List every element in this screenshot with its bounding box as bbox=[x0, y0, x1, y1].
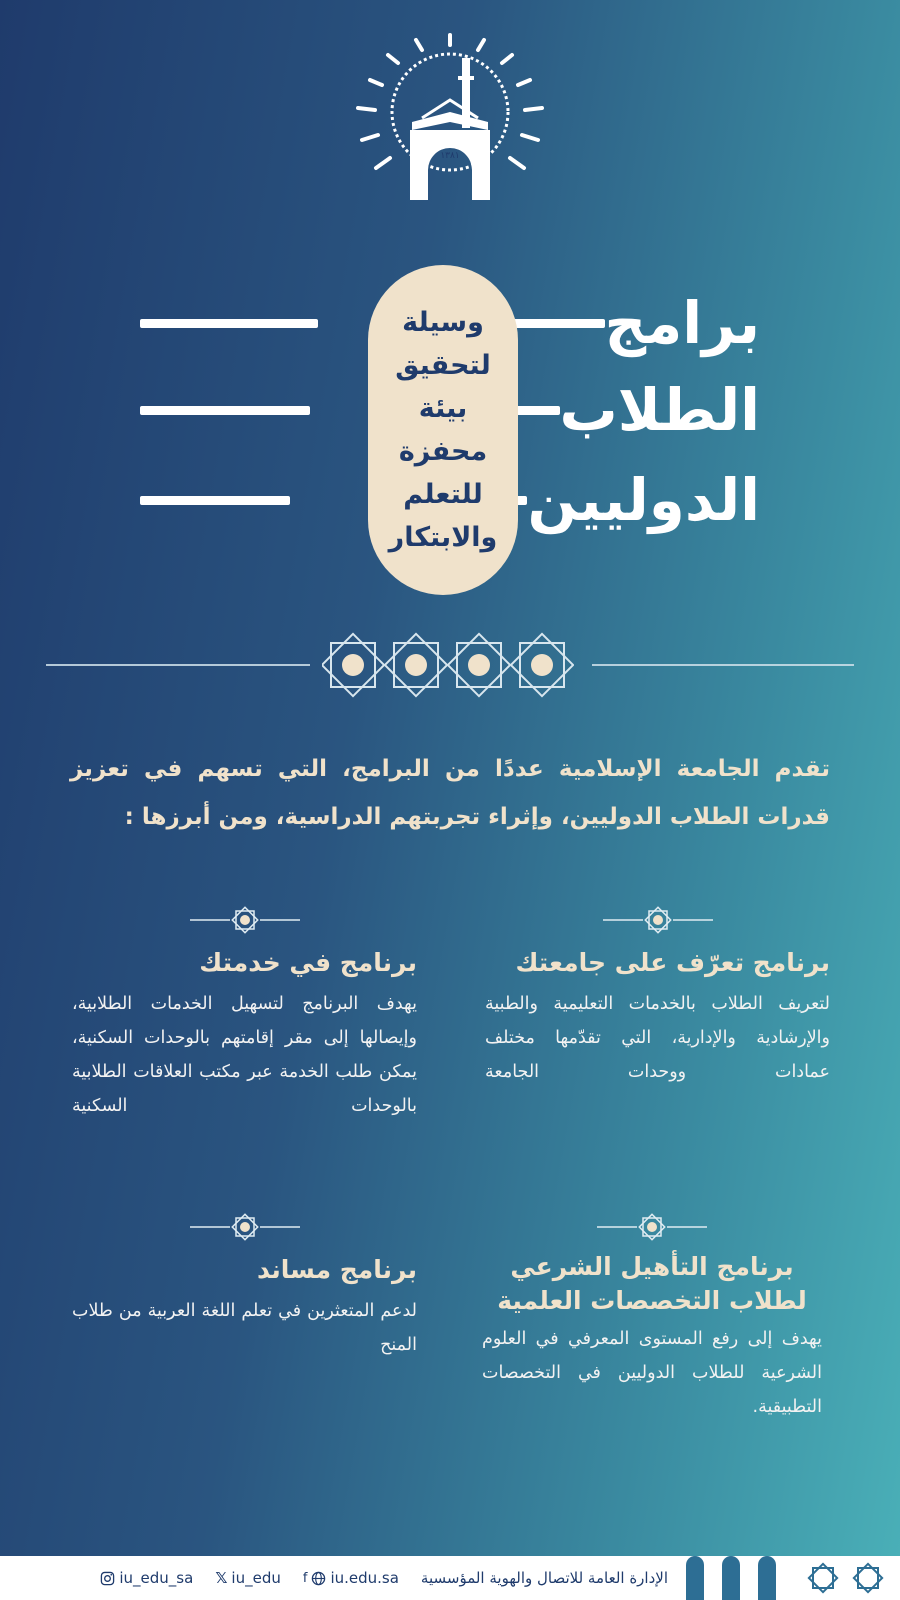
title-word-3: الدوليين bbox=[527, 466, 760, 534]
facebook-icon: f bbox=[302, 1570, 308, 1586]
star-icon bbox=[806, 1561, 840, 1595]
divider-right bbox=[592, 664, 854, 666]
program-card bbox=[485, 905, 830, 1089]
program-title: برنامج تعرّف على جامعتك bbox=[515, 948, 830, 977]
footer-x-link[interactable]: 𝕏 iu_edu bbox=[215, 1569, 281, 1587]
tagline-line: والابتكار bbox=[388, 522, 498, 553]
ornament-icon bbox=[190, 1212, 300, 1242]
footer-bars bbox=[686, 1556, 776, 1600]
program-body: يهدف البرنامج لتسهيل الخدمات الطلابية، وإيصالها إلى مقر إقامتهم بالوحدات السكنية، يمكن طلب الخدمة عبر مكتب العلاقات الطلابية بالوحدات السكنية bbox=[72, 994, 417, 1116]
program-card bbox=[482, 1212, 822, 1424]
footer-department: الإدارة العامة للاتصال والهوية المؤسسية bbox=[420, 1569, 668, 1587]
globe-icon bbox=[311, 1571, 326, 1586]
ornament-icon bbox=[603, 905, 713, 935]
tagline-line: لتحقيق bbox=[395, 350, 491, 381]
ornament-icon bbox=[597, 1212, 707, 1242]
program-title: برنامج في خدمتك bbox=[199, 948, 417, 977]
program-body: يهدف إلى رفع المستوى المعرفي في العلوم الشرعية للطلاب الدوليين في التخصصات التطبيقية. bbox=[482, 1329, 822, 1417]
title-word-2: الطلاب bbox=[559, 376, 760, 444]
footer-bar bbox=[0, 1556, 900, 1600]
tagline-pill bbox=[368, 265, 518, 595]
svg-text:١٣٨١: ١٣٨١ bbox=[440, 151, 460, 161]
divider-left bbox=[46, 664, 310, 666]
star-icon bbox=[851, 1561, 885, 1595]
x-icon: 𝕏 bbox=[215, 1569, 228, 1587]
footer-website-link[interactable]: f iu.edu.sa bbox=[302, 1569, 399, 1587]
intro-paragraph: تقدم الجامعة الإسلامية عددًا من البرامج، التي تسهم في تعزيز قدرات الطلاب الدوليين، وإثراء تجربتهم الدراسية، ومن أبرزها : bbox=[70, 756, 830, 830]
ornament-icon bbox=[190, 905, 300, 935]
tagline-line: وسيلة bbox=[402, 307, 484, 338]
star-ornament-row bbox=[322, 630, 574, 700]
program-title: برنامج مساند bbox=[256, 1255, 417, 1284]
tagline-line: للتعلم bbox=[403, 479, 483, 510]
program-body: لدعم المتعثرين في تعلم اللغة العربية من طلاب المنح bbox=[72, 1301, 417, 1355]
program-card bbox=[72, 1212, 417, 1362]
university-logo bbox=[350, 30, 550, 210]
program-card bbox=[72, 905, 417, 1123]
tagline-line: بيئة bbox=[418, 393, 468, 424]
footer-stars bbox=[790, 1556, 900, 1600]
program-body: لتعريف الطلاب بالخدمات التعليمية والطبية والإرشادية والإدارية، التي تقدّمها مختلف عمادات ووحدات الجامعة bbox=[485, 994, 830, 1082]
tagline-line: محفزة bbox=[398, 436, 488, 467]
footer-instagram-link[interactable]: iu_edu_sa bbox=[100, 1569, 193, 1587]
title-word-1: برامج bbox=[604, 289, 760, 357]
instagram-icon bbox=[100, 1571, 115, 1586]
program-title: برنامج التأهيل الشرعي لطلاب التخصصات العلمية bbox=[497, 1252, 807, 1315]
